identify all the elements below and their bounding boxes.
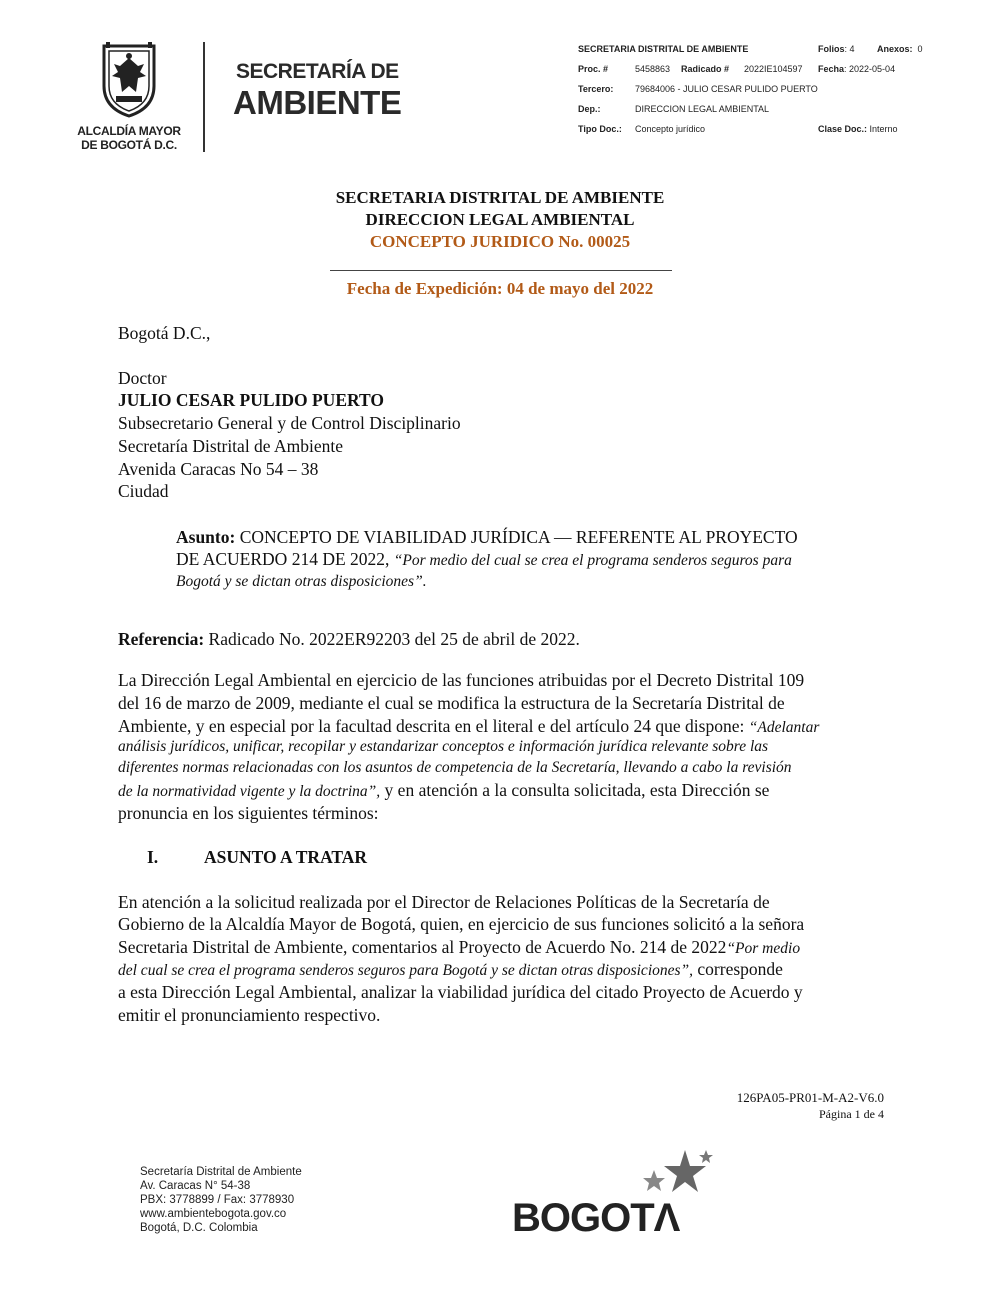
para1-line3: Ambiente, y en especial por la facultad descrita en el literal e del artículo 24 que dispone: “Adelantar <box>118 716 820 736</box>
recipient-address: Avenida Caracas No 54 – 38 <box>118 459 319 479</box>
page-number: Página 1 de 4 <box>819 1107 884 1121</box>
para1-line5: diferentes normas relacionadas con los asuntos de competencia de la Secretaría, llevando a cabo la revisión <box>118 759 792 776</box>
logo-alcaldia-line1: ALCALDÍA MAYOR <box>77 124 181 138</box>
recipient-city: Ciudad <box>118 481 169 501</box>
meta-entity: SECRETARIA DISTRITAL DE AMBIENTE <box>578 44 749 54</box>
logo-ambiente: AMBIENTE <box>233 84 402 121</box>
para1-line4: análisis jurídicos, unificar, recopilar y estandarizar conceptos e información jurídica relevante sobre las <box>118 738 769 755</box>
salutation: Doctor <box>118 368 167 388</box>
para2-line4: del cual se crea el programa senderos seguros para Bogotá y se dictan otras disposiciones”, corresponde <box>118 959 783 979</box>
recipient-org: Secretaría Distrital de Ambiente <box>118 436 343 456</box>
para1-line1: La Dirección Legal Ambiental en ejercicio de las funciones atribuidas por el Decreto Distrital 109 <box>118 670 805 690</box>
meta-dep-value: DIRECCION LEGAL AMBIENTAL <box>635 104 770 114</box>
para2-line6: emitir el pronunciamiento respectivo. <box>118 1005 381 1025</box>
recipient-name: JULIO CESAR PULIDO PUERTO <box>118 390 384 410</box>
meta-dep: Dep.: <box>578 104 601 114</box>
footer-address-line2: Av. Caracas N° 54-38 <box>140 1180 251 1192</box>
logo-alcaldia-line2: DE BOGOTÁ D.C. <box>81 138 177 152</box>
section-title: ASUNTO A TRATAR <box>204 847 368 867</box>
recipient-role: Subsecretario General y de Control Disciplinario <box>118 413 461 433</box>
meta-fecha: Fecha: 2022-05-04 <box>818 64 896 74</box>
concepto-title: CONCEPTO JURIDICO No. 00025 <box>369 232 631 251</box>
para1-line7: pronuncia en los siguientes términos: <box>118 803 379 823</box>
para2-line1: En atención a la solicitud realizada por el Director de Relaciones Políticas de la Secretaría de <box>118 892 770 912</box>
meta-anexos: Anexos: 0 <box>877 44 923 54</box>
meta-tercero-value: 79684006 - JULIO CESAR PULIDO PUERTO <box>635 84 818 94</box>
footer-address-line4: www.ambientebogota.gov.co <box>140 1208 287 1220</box>
document-code: 126PA05-PR01-M-A2-V6.0 <box>736 1090 884 1105</box>
meta-tercero: Tercero: <box>578 84 614 94</box>
footer-address-line1: Secretaría Distrital de Ambiente <box>140 1166 302 1178</box>
para1-line2: del 16 de marzo de 2009, mediante el cual se modifica la estructura de la Secretaría Distrital de <box>118 693 785 713</box>
footer-address-line5: Bogotá, D.C. Colombia <box>140 1222 258 1234</box>
title-line2: DIRECCION LEGAL AMBIENTAL <box>365 210 635 229</box>
para1-line6: de la normatividad vigente y la doctrina”, y en atención a la consulta solicitada, esta Dirección se <box>118 780 770 800</box>
asunto-line1: Asunto: CONCEPTO DE VIABILIDAD JURÍDICA — REFERENTE AL PROYECTO <box>176 527 798 547</box>
para2-line2: Gobierno de la Alcaldía Mayor de Bogotá, quien, en ejercicio de sus funciones solicitó a la señora <box>118 914 805 934</box>
meta-folios: Folios: 4 <box>818 44 855 54</box>
asunto-line3: Bogotá y se dictan otras disposiciones”. <box>176 573 427 590</box>
meta-proc-value: 5458863 <box>635 64 671 74</box>
asunto-line2: DE ACUERDO 214 DE 2022, “Por medio del cual se crea el programa senderos seguros para <box>176 549 792 569</box>
meta-proc: Proc. # <box>578 64 609 74</box>
title-underline <box>330 270 672 271</box>
meta-tipo-value: Concepto jurídico <box>635 124 706 134</box>
meta-radicado: Radicado # <box>681 64 730 74</box>
section-number: I. <box>147 847 159 867</box>
title-line1: SECRETARIA DISTRITAL DE AMBIENTE <box>335 188 665 207</box>
meta-tipo: Tipo Doc.: <box>578 124 622 134</box>
bogota-logo-text: BOGOTΛ <box>512 1196 680 1240</box>
bogota-coat-of-arms-icon <box>98 42 160 118</box>
meta-clase: Clase Doc.: Interno <box>818 124 898 134</box>
para2-line3: Secretaria Distrital de Ambiente, comentarios al Proyecto de Acuerdo No. 214 de 2022“Por medio <box>118 937 801 957</box>
logo-secretaria-de: SECRETARÍA DE <box>236 60 399 83</box>
fecha-expedicion: Fecha de Expedición: 04 de mayo del 2022 <box>346 279 654 298</box>
meta-radicado-value: 2022IE104597 <box>744 64 803 74</box>
referencia: Referencia: Radicado No. 2022ER92203 del 25 de abril de 2022. <box>118 629 580 649</box>
logo-divider <box>203 42 205 152</box>
footer-address-line3: PBX: 3778899 / Fax: 3778930 <box>140 1194 295 1206</box>
city-line: Bogotá D.C., <box>118 323 211 343</box>
para2-line5: a esta Dirección Legal Ambiental, analizar la viabilidad jurídica del citado Proyecto de Acuerdo y <box>118 982 803 1002</box>
